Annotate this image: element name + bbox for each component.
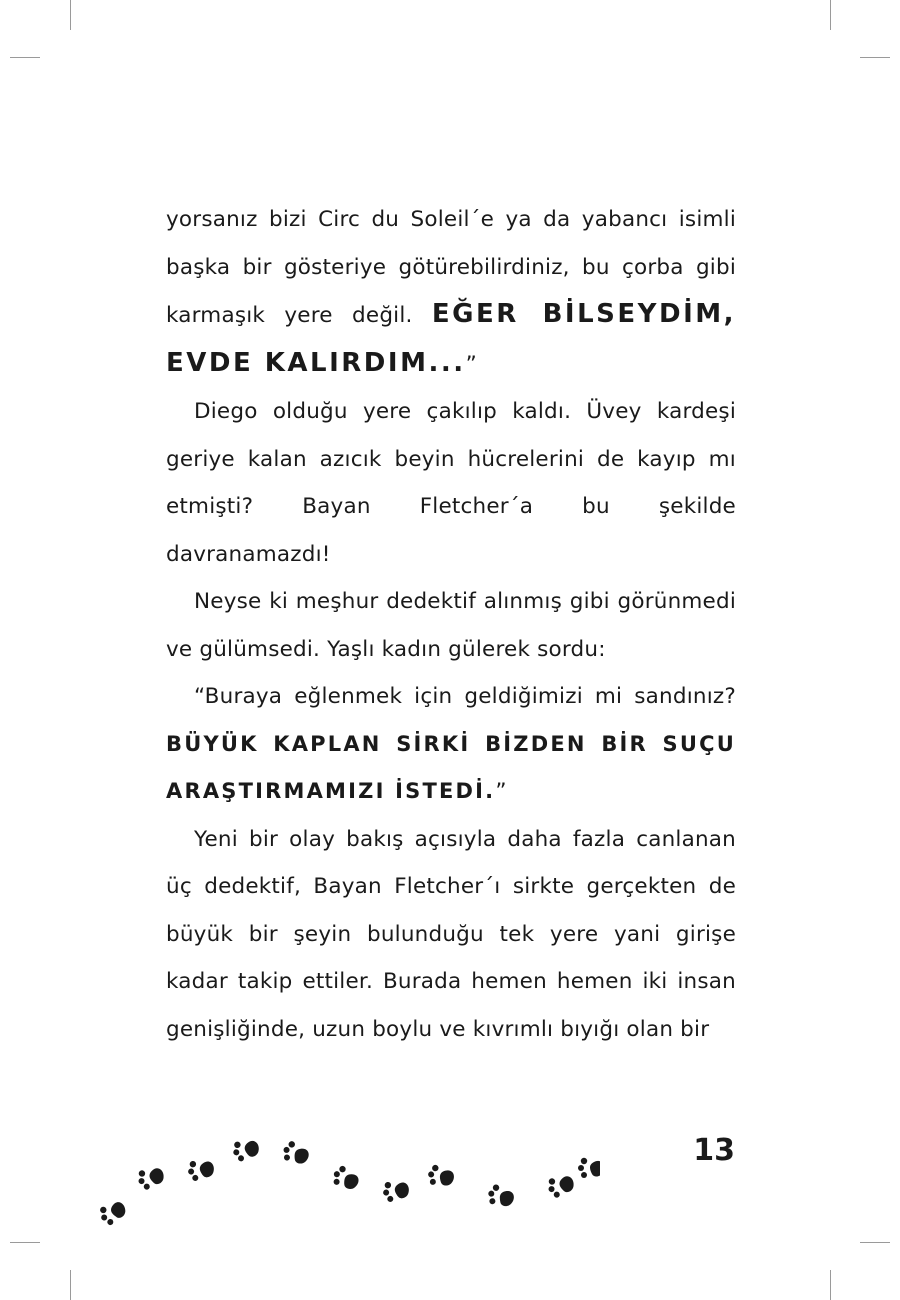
pawprint-icon [486,1183,516,1209]
crop-mark [70,0,71,30]
paragraph [166,196,736,388]
emphasis-text: EĞER BİLSEYDİM, EVDE KALIRDIM... [166,299,736,378]
crop-mark [830,0,831,30]
text-run: Yeni bir olay bakış açısıyla daha fazla canlanan üç dedektif, Bayan Fletcher´ı sirkte gerçekten de büyük bir şeyin bulunduğu tek yere yani girişe kadar takip ettiler. Burada hemen hemen iki insan genişliğinde, uzun boylu ve kıvrımlı bıyığı olan bir [166,826,736,1042]
pawprint-icon [545,1172,576,1200]
crop-mark [830,1270,831,1300]
pawprint-trail [90,1128,600,1238]
pawprint-icon [330,1164,362,1193]
body-text [166,196,736,1053]
pawprint-icon [135,1164,166,1192]
paragraph [166,673,736,816]
pawprint-icon [381,1179,410,1203]
crop-mark [10,1242,40,1243]
text-run: ” [465,351,477,377]
crop-mark [10,57,40,58]
pawprint-icon [231,1137,261,1163]
pawprint-icon [426,1164,455,1188]
text-run: ” [495,779,507,804]
pawprint-icon [186,1158,215,1182]
pawprint-icon [97,1197,130,1227]
crop-mark [860,1242,890,1243]
paragraph [166,388,736,578]
page-number: 13 [693,1133,735,1168]
paragraph [166,816,736,1054]
crop-mark [860,57,890,58]
paragraph [166,578,736,673]
text-run: Diego olduğu yere çakılıp kaldı. Üvey kardeşi geriye kalan azıcık beyin hücrelerini de kayıp mı etmişti? Bayan Fletcher´a bu şekilde davranamazdı! [166,399,736,567]
emphasis-text: BÜYÜK KAPLAN SİRKİ BİZDEN BİR SUÇU ARAŞTIRMAMIZI İSTEDİ. [166,731,736,803]
crop-mark [70,1270,71,1300]
text-run: Neyse ki meşhur dedektif alınmış gibi görünmedi ve gülümsedi. Yaşlı kadın gülerek sordu: [166,589,736,662]
pawprint-icon [578,1158,600,1178]
text-run: yorsanız bizi Circ du Soleil´e ya da yabancı isimli başka bir gösteriye götürebilirdiniz, bu çorba gibi karmaşık yere değil. [166,207,736,328]
text-run: “Buraya eğlenmek için geldiğimizi mi sandınız? [194,684,736,709]
pawprint-icon [280,1139,311,1167]
